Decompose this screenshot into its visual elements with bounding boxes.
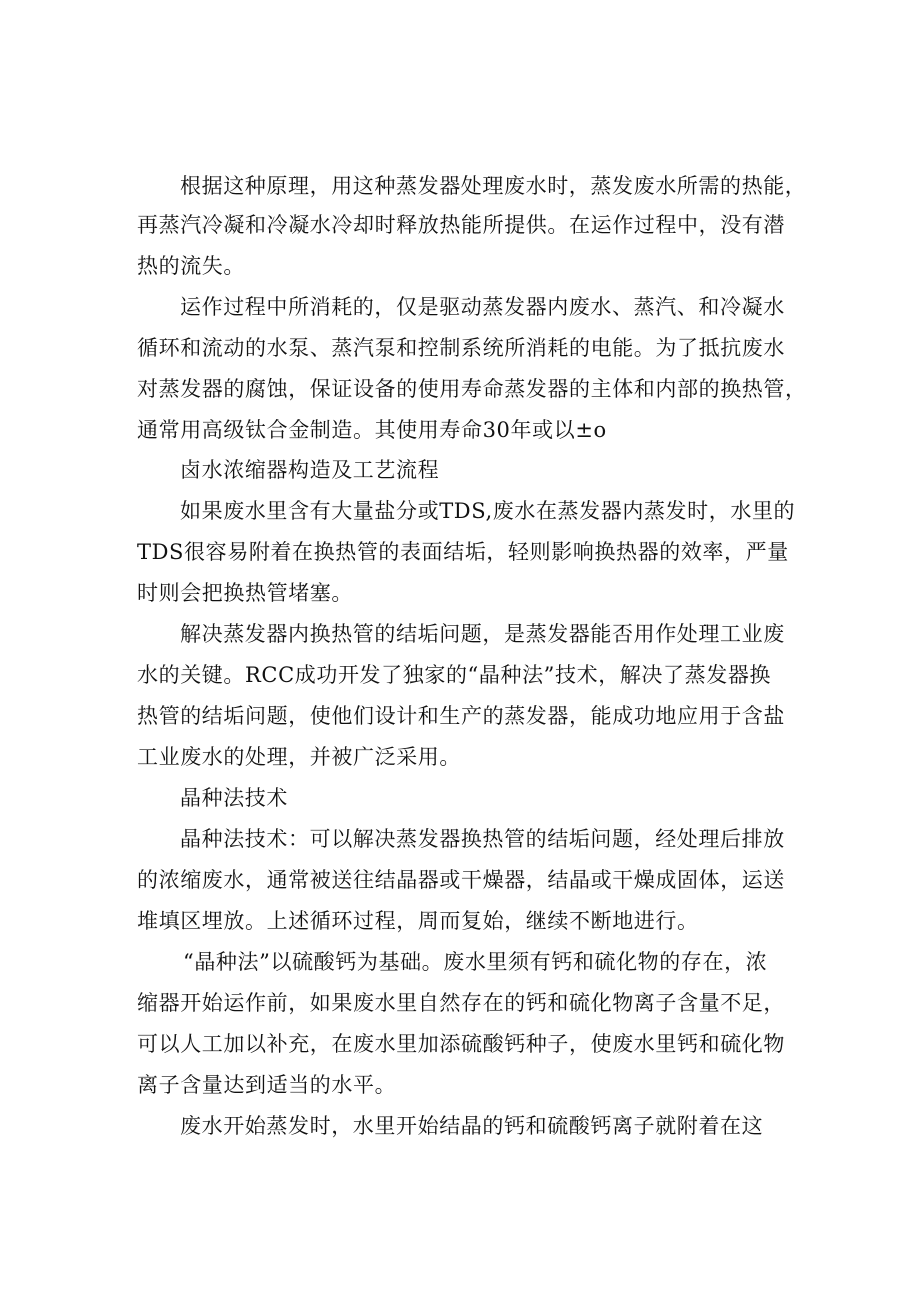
paragraph-5-line-1: 晶种法技术：可以解决蒸发器换热管的结垢问题，经处理后排放	[180, 827, 785, 851]
paragraph-2-line-1: 运作过程中所消耗的，仅是驱动蒸发器内废水、蒸汽、和冷凝水	[180, 295, 785, 319]
section-heading-concentrator: 卤水浓缩器构造及工艺流程	[180, 458, 440, 482]
paragraph-3-line-3: 时则会把换热管堵塞。	[137, 581, 353, 605]
paragraph-6-line-1: “晶种法”以硫酸钙为基础。废水里须有钙和硫化物的存在，浓	[183, 950, 768, 974]
paragraph-4-line-3: 热管的结垢问题，使他们设计和生产的蒸发器，能成功地应用于含盐	[137, 704, 785, 728]
paragraph-7-line-1: 废水开始蒸发时，水里开始结晶的钙和硫酸钙离子就附着在这	[180, 1114, 764, 1138]
paragraph-4-line-4: 工业废水的处理，并被广泛采用。	[137, 745, 461, 769]
paragraph-6-line-4: 离子含量达到适当的水平。	[137, 1073, 397, 1097]
section-heading-seed-method: 晶种法技术	[180, 786, 288, 810]
paragraph-2-line-3: 对蒸发器的腐蚀，保证设备的使用寿命蒸发器的主体和内部的换热管，	[137, 377, 807, 401]
paragraph-3-line-2: TDS很容易附着在换热管的表面结垢，轻则影响换热器的效率，严量	[137, 540, 789, 564]
paragraph-1-line-3: 热的流失。	[137, 254, 245, 278]
paragraph-3-line-1: 如果废水里含有大量盐分或TDS,废水在蒸发器内蒸发时，水里的	[180, 499, 796, 523]
paragraph-6-line-3: 可以人工加以补充，在废水里加添硫酸钙种子，使废水里钙和硫化物	[137, 1032, 785, 1056]
paragraph-4-line-1: 解决蒸发器内换热管的结垢问题，是蒸发器能否用作处理工业废	[180, 622, 785, 646]
paragraph-5-line-3: 堆填区埋放。上述循环过程，周而复始，继续不断地进行。	[137, 909, 699, 933]
paragraph-5-line-2: 的浓缩废水，通常被送往结晶器或干燥器，结晶或干燥成固体，运送	[137, 868, 785, 892]
paragraph-2-line-2: 循环和流动的水泵、蒸汽泵和控制系统所消耗的电能。为了抵抗废水	[137, 336, 785, 360]
paragraph-6-line-2: 缩器开始运作前，如果废水里自然存在的钙和硫化物离子含量不足，	[137, 991, 785, 1015]
paragraph-1-line-1: 根据这种原理，用这种蒸发器处理废水时，蒸发废水所需的热能，	[180, 174, 807, 198]
paragraph-4-line-2: 水的关键。RCC成功开发了独家的“晶种法”技术，解决了蒸发器换	[137, 663, 772, 687]
paragraph-1-line-2: 再蒸汽冷凝和冷凝水冷却时释放热能所提供。在运作过程中，没有潜	[137, 213, 785, 237]
paragraph-2-line-4: 通常用高级钛合金制造。其使用寿命30年或以±o	[137, 418, 607, 442]
